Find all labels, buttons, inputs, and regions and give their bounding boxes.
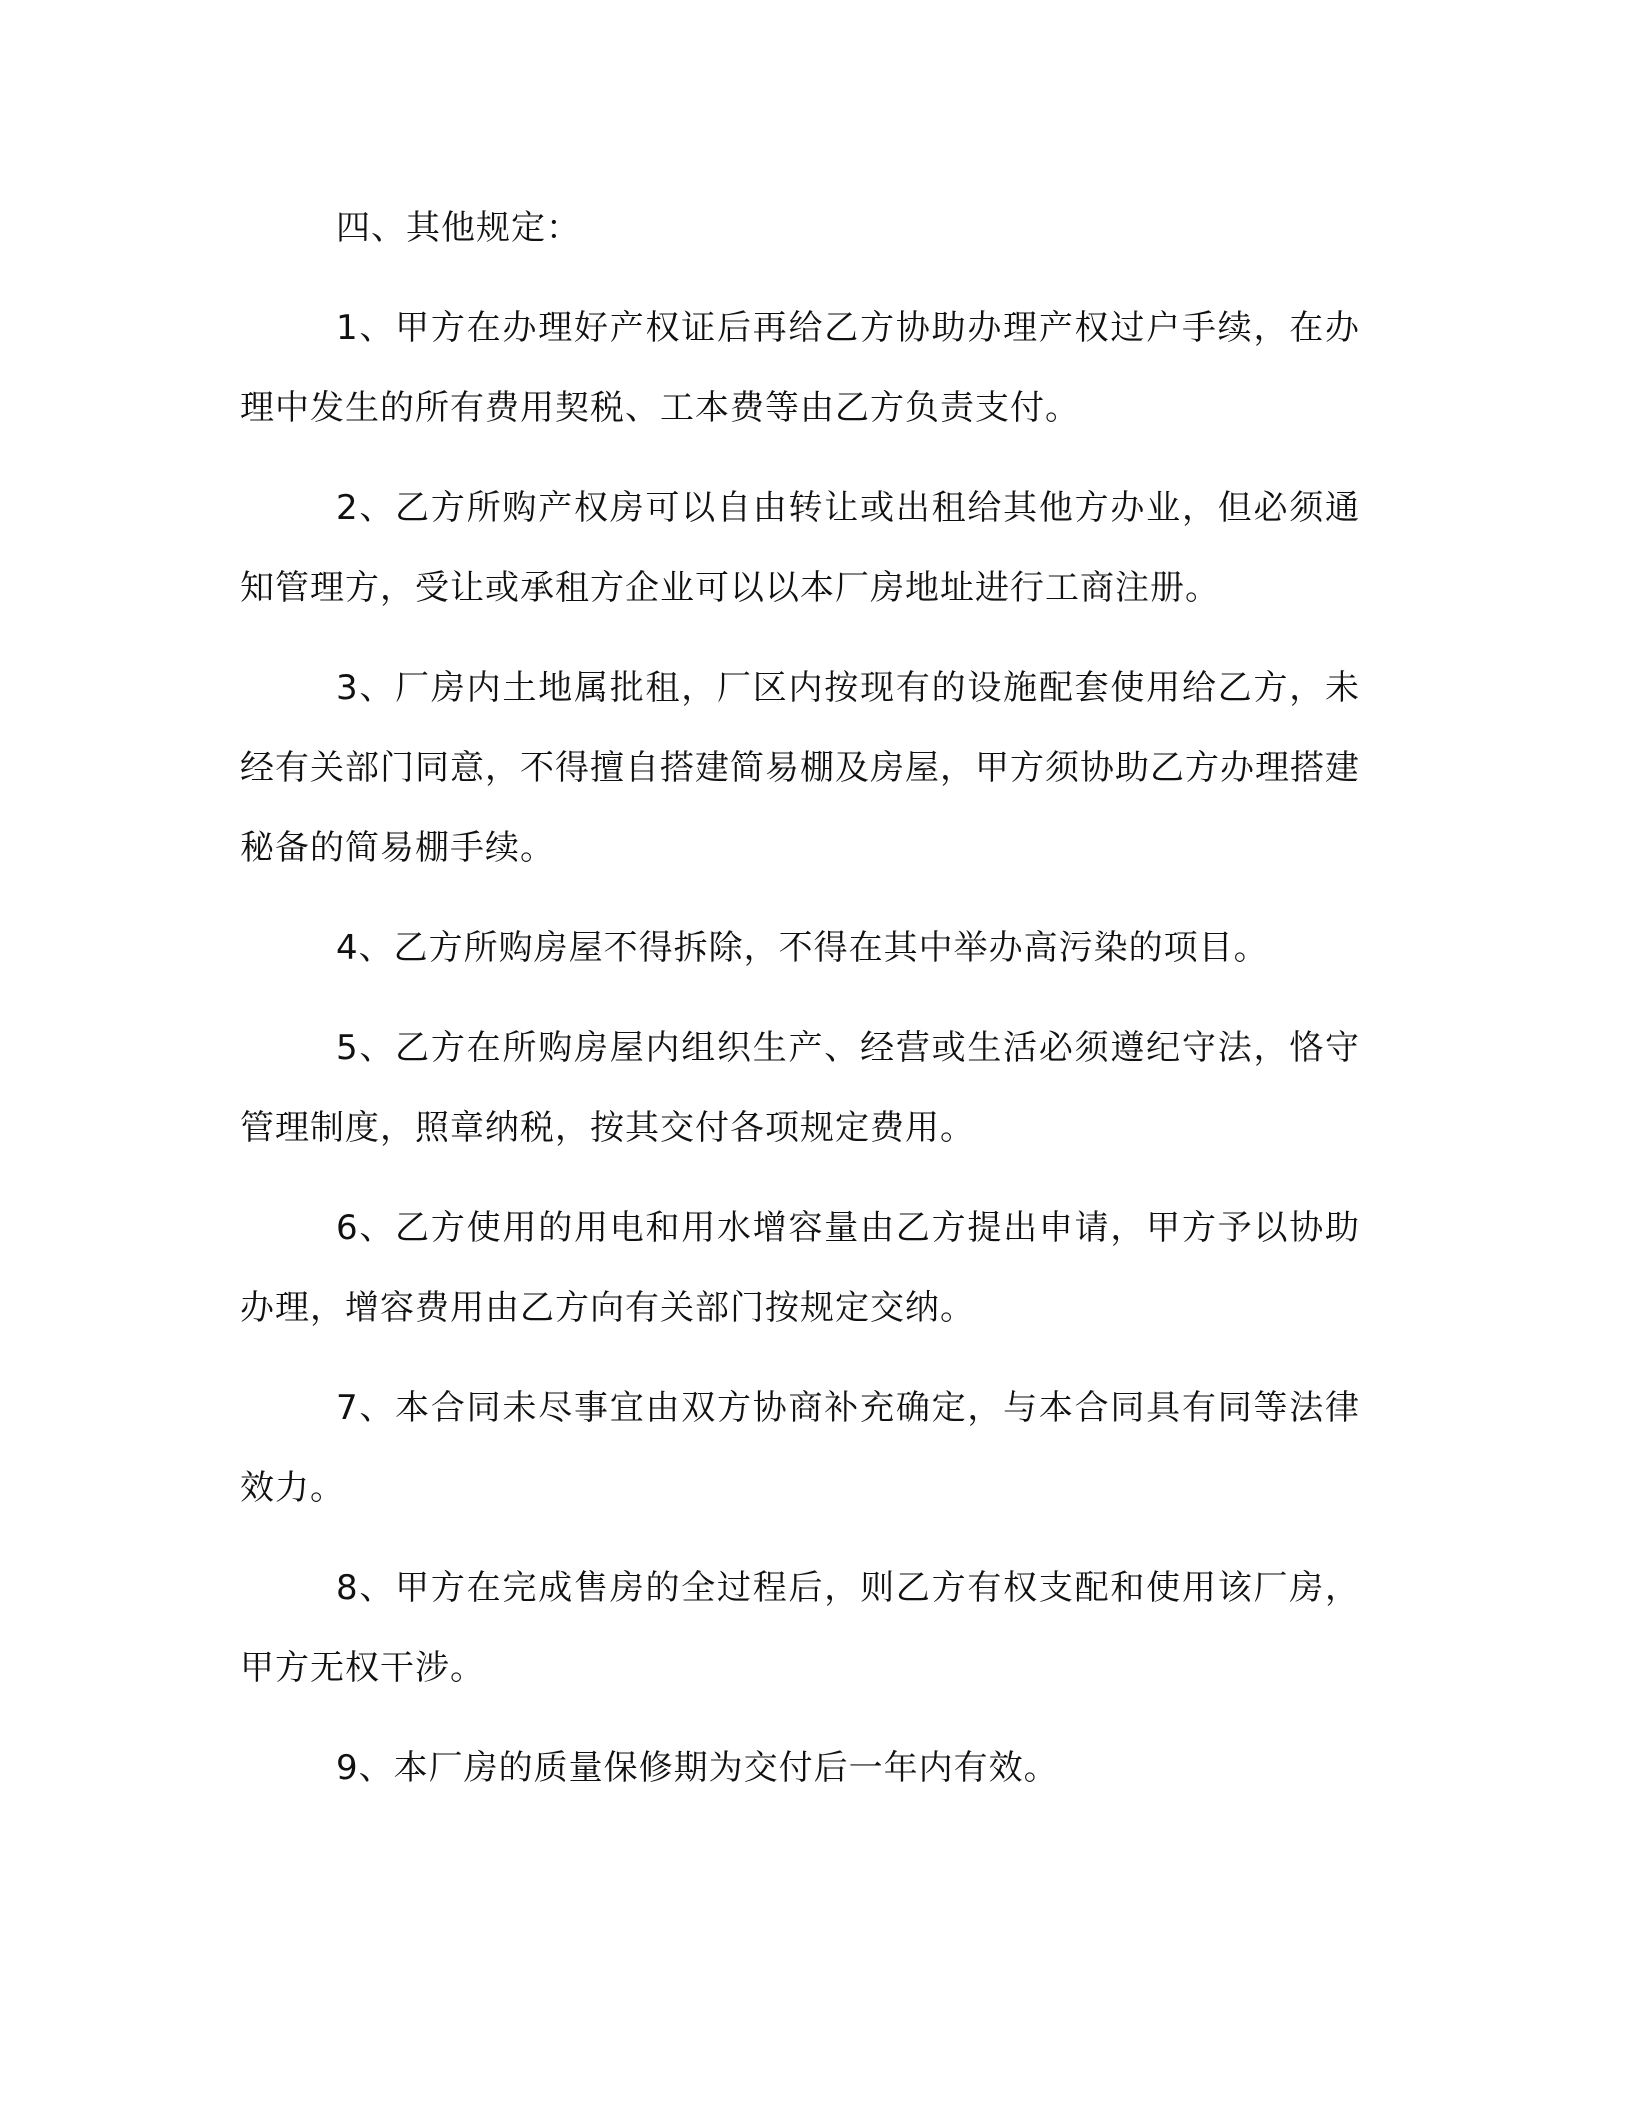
clause-1: 1、甲方在办理好产权证后再给乙方协助办理产权过户手续，在办理中发生的所有费用契税、工本费等由乙方负责支付。 (240, 308, 1360, 428)
clause-5: 5、乙方在所购房屋内组织生产、经营或生活必须遵纪守法，恪守管理制度，照章纳税，按其交付各项规定费用。 (240, 1028, 1360, 1148)
clause-7: 7、本合同未尽事宜由双方协商补充确定，与本合同具有同等法律效力。 (240, 1388, 1360, 1508)
clause-4: 4、乙方所购房屋不得拆除，不得在其中举办高污染的项目。 (336, 928, 1269, 968)
clause-6: 6、乙方使用的用电和用水增容量由乙方提出申请，甲方予以协助办理，增容费用由乙方向有关部门按规定交纳。 (240, 1208, 1360, 1328)
clause-9: 9、本厂房的质量保修期为交付后一年内有效。 (336, 1748, 1059, 1788)
clause-2: 2、乙方所购产权房可以自由转让或出租给其他方办业，但必须通知管理方，受让或承租方企业可以以本厂房地址进行工商注册。 (240, 488, 1360, 608)
section-heading: 四、其他规定： (336, 208, 581, 248)
clause-3: 3、厂房内土地属批租，厂区内按现有的设施配套使用给乙方，未经有关部门同意，不得擅自搭建简易棚及房屋，甲方须协助乙方办理搭建秘备的简易棚手续。 (240, 668, 1360, 868)
document-body (240, 188, 1360, 1828)
clause-8: 8、甲方在完成售房的全过程后，则乙方有权支配和使用该厂房，甲方无权干涉。 (240, 1568, 1360, 1688)
